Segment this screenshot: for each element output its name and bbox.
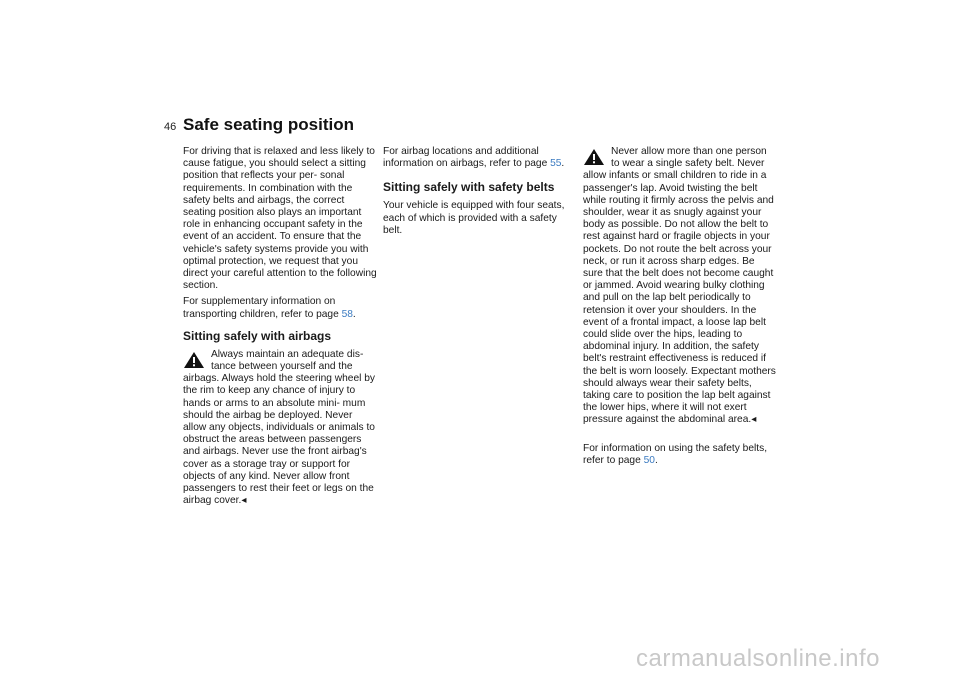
end-mark: ◂ bbox=[241, 495, 247, 507]
airbag-location-end: . bbox=[561, 158, 565, 170]
column-3 bbox=[583, 146, 777, 471]
page-link-58[interactable]: 58 bbox=[341, 308, 353, 320]
airbag-warning-text: Always maintain an adequate dis- tance between yourself and the airbags. Always hold the steering wheel by the rim to keep any chance of injury to hands or arms to an absolute mini- mum should the airbag be deployed. Never allow any objects, individuals or animals to obstruct the areas between passengers and airbags. Never use the front airbag's cover as a storage tray or support for objects of any kind. Never allow front passengers to rest their feet or legs on the airbag cover. bbox=[183, 348, 375, 507]
airbag-location-paragraph bbox=[383, 146, 577, 170]
belt-section-heading: Sitting safely with safety belts bbox=[383, 180, 555, 195]
airbag-warning-paragraph bbox=[183, 349, 377, 508]
supplementary-end: . bbox=[352, 308, 356, 320]
column-2 bbox=[383, 146, 577, 241]
intro-paragraph: For driving that is relaxed and less likely to cause fatigue, you should select a sitting position that reflects your per- sonal requirements. In combination with the safety belts and airbags, the correct seating position also plays an important role in enhancing occupant safety in the event of an accident. To ensure that the vehicle's safety systems provide you with optimal protection, we request that you direct your careful attention to the following section. bbox=[183, 146, 377, 292]
page-link-50[interactable]: 50 bbox=[643, 454, 655, 466]
airbag-location-text: For airbag locations and additional information on airbags, refer to page bbox=[383, 146, 551, 170]
airbag-section-heading: Sitting safely with airbags bbox=[183, 328, 332, 343]
belt-warning-text: Never allow more than one person to wear a single safety belt. Never allow infants or small children to ride in a passenger's lap. Avoid twisting the belt while routing it firmly across the pelvis and shoulder, wear it as snugly against your body as possible. Do not allow the belt to rest against hard or fragile objects in your pockets. Do not route the belt across your neck, or run it across sharp edges. Be sure that the belt does not become caught or jammed. Avoid wearing bulky clothing and pull on the lap belt periodically to retension it over your shoulders. In the event of a frontal impact, a loose lap belt could slide over the hips, leading to abdominal injury. In addition, the safety belt's restraint effectiveness is reduced if the belt is worn loosely. Expectant mothers should always wear their safety belts, taking care to position the lap belt against the lower hips, where it will not exert pressure against the abdominal area. bbox=[583, 146, 776, 426]
watermark: carmanualsonline.info bbox=[636, 645, 880, 672]
page-title: Safe seating position bbox=[183, 115, 354, 134]
supplementary-paragraph bbox=[183, 296, 377, 320]
belt-usage-text: For information on using the safety belts, refer to page bbox=[583, 442, 768, 466]
belt-usage-end: . bbox=[654, 454, 658, 466]
end-mark: ◂ bbox=[751, 414, 757, 426]
spacer bbox=[583, 431, 777, 443]
supplementary-text: For supplementary information on transporting children, refer to page bbox=[183, 296, 342, 320]
warning-triangle-icon bbox=[583, 148, 605, 166]
belt-intro-paragraph: Your vehicle is equipped with four seats, each of which is provided with a safety belt. bbox=[383, 200, 565, 236]
warning-triangle-icon bbox=[183, 351, 205, 369]
page-link-55[interactable]: 55 bbox=[550, 158, 562, 170]
page-number: 46 bbox=[164, 121, 177, 133]
column-1 bbox=[183, 146, 377, 511]
belt-usage-paragraph bbox=[583, 443, 777, 467]
belt-warning-paragraph bbox=[583, 146, 777, 427]
